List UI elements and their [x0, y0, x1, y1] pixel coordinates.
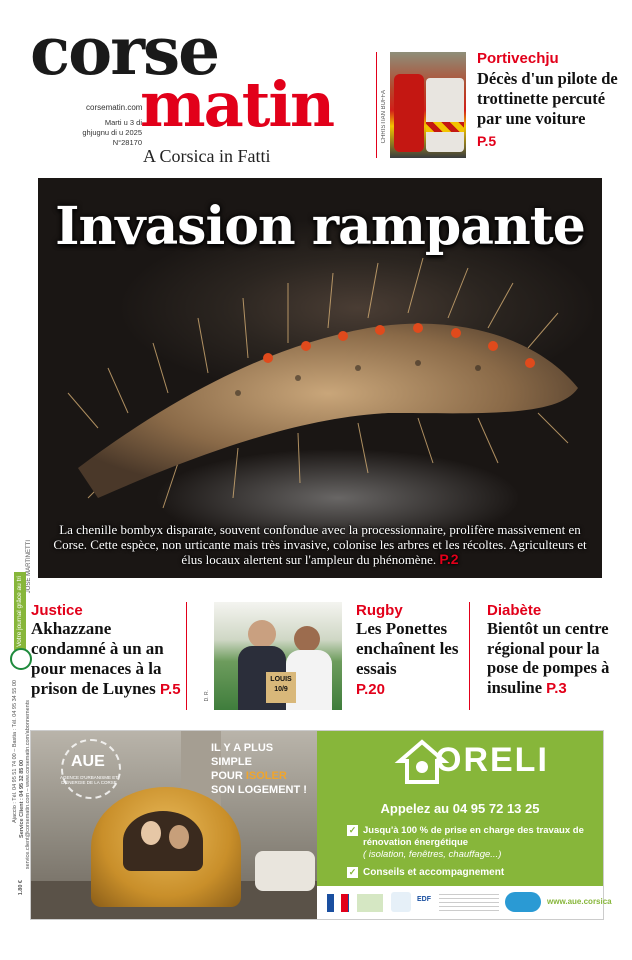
ad-bullet2	[348, 867, 505, 878]
story-page: P.3	[546, 679, 567, 697]
recycle-note-bar	[14, 572, 26, 650]
trophy-sign	[266, 672, 296, 703]
rugby-photo[interactable]	[214, 602, 342, 710]
aue-sub: AGENCE D'URBANISME ET D'ÉNERGIE DE LA CORSE	[59, 775, 119, 785]
hero-title: Invasion rampante	[55, 196, 585, 257]
masthead-date-issue	[82, 118, 142, 148]
story-kicker: Justice	[31, 602, 83, 619]
slogan-line3: SON LOGEMENT !	[211, 784, 307, 796]
logo-corse: corse	[30, 12, 219, 90]
hero-caption	[48, 522, 592, 567]
story-headline-text: Akhazzane condamné à un an pour menaces à la prison de Luynes	[31, 619, 164, 698]
partner-logo	[357, 894, 383, 912]
partner-logo	[391, 892, 411, 912]
player1-head	[248, 620, 276, 648]
check-icon: ✓	[348, 867, 357, 877]
check-icon: ✓	[348, 825, 357, 835]
logo-matin: matin	[140, 68, 334, 141]
top-teaser[interactable]	[477, 50, 627, 149]
story-kicker: Rugby	[356, 602, 403, 619]
sign-line2: 10/9	[274, 686, 288, 693]
story-divider	[469, 602, 470, 710]
ad-photo	[31, 731, 317, 919]
bullet1-text: Jusqu'à 100 % de prise en charge des travaux de rénovation énergétique	[363, 825, 584, 848]
tagline: A Corsica in Fatti	[143, 146, 271, 166]
ad-slogan	[211, 741, 317, 797]
hazard-stripe	[426, 122, 464, 132]
advertisement[interactable]	[30, 730, 612, 920]
slogan-line2	[211, 769, 317, 783]
teaser-kicker: Portivechju	[477, 50, 559, 67]
slogan-line2-a: POUR	[211, 770, 246, 782]
contact-line: Ajaccio : Tél. 04 95 51 74 00 – Bastia : Tél. 04 95 34 55 00	[12, 680, 18, 823]
sofa-shape	[255, 851, 315, 891]
bullet1-detail: ( isolation, fenêtres, chauffage...)	[363, 849, 502, 860]
bullet2-text: Conseils et accompagnement	[363, 867, 505, 878]
ad-partner-strip	[317, 886, 612, 919]
service-client: Service Client : 04 95 32 85 00	[19, 760, 25, 838]
story-kicker: Diabète	[487, 602, 542, 619]
masthead-website[interactable]: corsematin.com	[86, 103, 143, 112]
ad-bullet1	[348, 825, 595, 861]
slogan-line2-b: ISOLER	[245, 770, 287, 782]
story-divider	[186, 602, 187, 710]
story-headline	[31, 619, 181, 700]
story-page: P.5	[159, 681, 181, 698]
story-headline	[487, 619, 611, 698]
recycle-icon	[10, 648, 32, 670]
recycle-note: Votre journal grâce au tri	[16, 576, 23, 647]
teaser-headline: Décès d'un pilote de trottinette percuté par une voiture	[477, 69, 618, 128]
story-rugby[interactable]	[356, 602, 466, 698]
ad-website[interactable]: www.aue.corsica	[547, 897, 612, 906]
teaser-divider	[376, 52, 377, 158]
hero-caption-text: La chenille bombyx disparate, souvent confondue avec la processionnaire, prolifère massivement en Corse. Cette espèce, non urticante mais très invasive, colonise les arbres et les récoltes. Agriculteurs et élus locaux alertent sur l'ampleur du phénomène.	[53, 522, 587, 567]
hero-photo-credit: JOSÉ MARTINETTI	[26, 540, 32, 594]
teaser-photo[interactable]	[390, 52, 466, 158]
story-justice[interactable]	[31, 602, 181, 700]
cee-logo	[505, 892, 541, 912]
aue-logo: AUE	[71, 753, 105, 770]
story-headline-text: Bientôt un centre régional pour la pose de pompes à insuline	[487, 619, 610, 697]
ambulance-shape	[394, 74, 424, 152]
oreli-brand: ORELI	[435, 741, 549, 779]
person-woman	[141, 821, 161, 845]
story-headline: Les Ponettes enchaînent les essais	[356, 619, 459, 678]
republique-logo	[327, 894, 349, 912]
sign-line1: LOUIS	[270, 676, 292, 683]
issue-number: N°28170	[112, 138, 142, 147]
issue-date: Marti u 3 di ghjugnu di u 2025	[82, 118, 142, 137]
subscription-links: service.client@corsematin.com – www.corsematin.com/abonnements	[25, 700, 31, 870]
story-diabete[interactable]	[487, 602, 611, 698]
story-page: P.20	[356, 681, 385, 698]
hero-page: P.2	[439, 551, 459, 567]
teaser-page: P.5	[477, 133, 497, 149]
person-man	[169, 825, 189, 849]
hero-photo[interactable]	[38, 178, 602, 578]
ad-phone[interactable]: Appelez au 04 95 72 13 25	[380, 801, 540, 816]
tent-opening	[123, 811, 203, 871]
edf-logo: EDF	[417, 896, 431, 903]
rugby-photo-credit: D. R.	[204, 690, 210, 702]
slogan-line1: IL Y A PLUS SIMPLE	[211, 742, 274, 768]
van-shape	[426, 78, 464, 152]
player2-head	[294, 626, 320, 652]
partner-fineprint	[439, 894, 499, 912]
price: 1.80 €	[18, 880, 24, 896]
teaser-photo-credit: CHRISTIAN BUFFA	[381, 90, 387, 144]
